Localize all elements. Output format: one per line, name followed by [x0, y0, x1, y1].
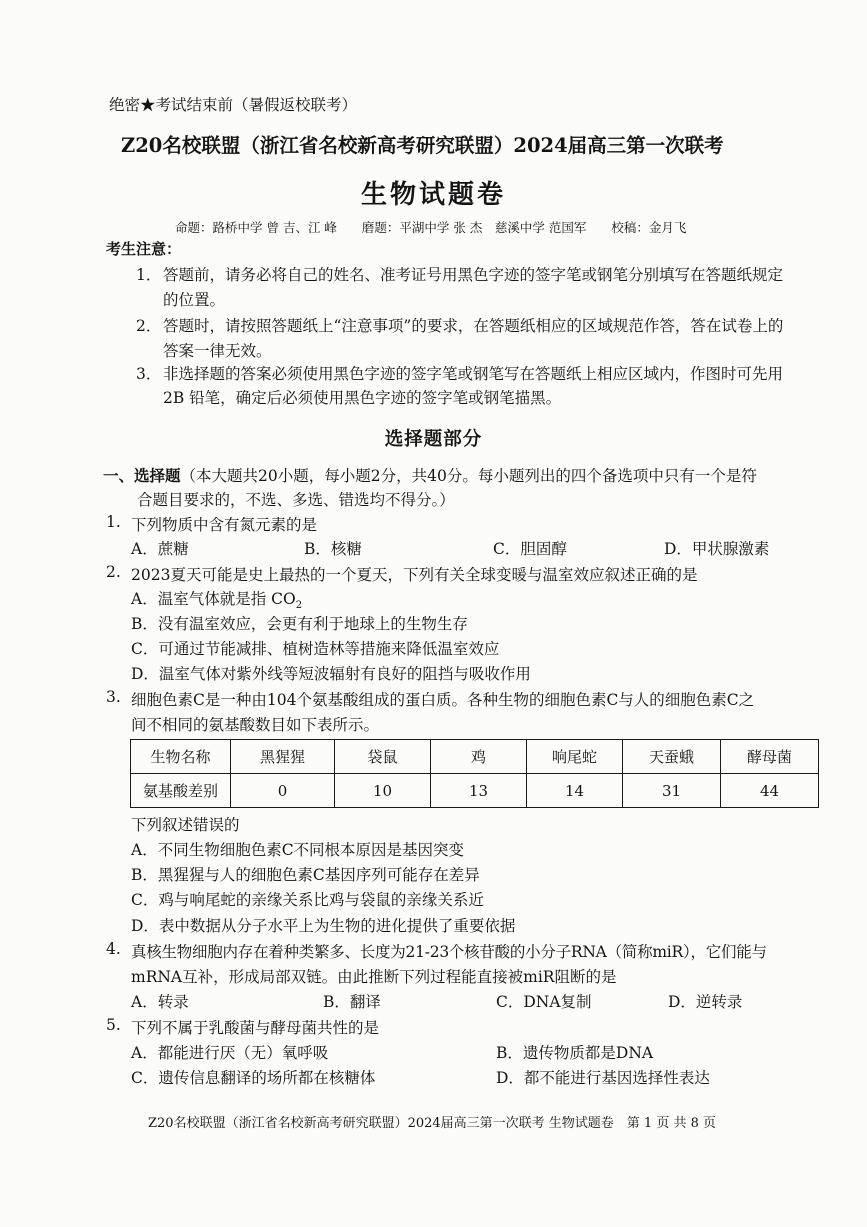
section-description — [103, 464, 757, 486]
q5-option-b: B．遗传物质都是DNA — [496, 1044, 654, 1062]
q4-option-a: A．转录 — [131, 993, 189, 1011]
notice-item-2-num: 2． — [136, 317, 162, 335]
q2-option-b: B．没有温室效应，会更有利于地球上的生物生存 — [131, 615, 468, 633]
notice-item-1-line2: 的位置。 — [163, 291, 226, 309]
q2-option-d: D．温室气体对紫外线等短波辐射有良好的阻挡与吸收作用 — [131, 665, 531, 683]
table-row — [131, 740, 819, 774]
notice-item-3-line1: 非选择题的答案必须使用黑色字迹的签字笔或钢笔写在答题纸上相应区域内，作图时可先用 — [163, 365, 784, 383]
q2-option-a — [131, 587, 302, 611]
q2-option-a-text: A．温室气体就是指 CO — [131, 590, 296, 608]
q5-option-a: A．都能进行厌（无）氧呼吸 — [131, 1044, 329, 1062]
confidential-note: 绝密★考试结束前（暑假返校联考） — [109, 96, 358, 114]
q2-option-c: C．可通过节能减排、植树造林等措施来降低温室效应 — [131, 640, 500, 658]
table-cell: 0 — [231, 774, 335, 808]
notice-item-1-line1: 答题前，请务必将自己的姓名、准考证号用黑色字迹的签字笔或钢笔分别填写在答题纸规定 — [163, 266, 784, 284]
notice-item-3-num: 3． — [136, 365, 162, 383]
q3-number: 3. — [106, 688, 121, 706]
section-desc-line2: 合题目要求的，不选、多选、错选均不得分。） — [137, 491, 455, 509]
notice-item-2-line2: 答案一律无效。 — [163, 342, 272, 360]
notice-item-3-line2: 2B 铅笔，确定后必须使用黑色字迹的签字笔或钢笔描黑。 — [163, 389, 562, 407]
q1-stem: 下列物质中含有氮元素的是 — [131, 516, 318, 534]
table-cell: 10 — [335, 774, 431, 808]
table-cell: 31 — [623, 774, 721, 808]
table-cell: 黑猩猩 — [231, 740, 335, 774]
q2-number: 2. — [106, 563, 121, 581]
q4-stem-line2: mRNA互补，形成局部双链。由此推断下列过程能直接被miR阻断的是 — [131, 968, 617, 986]
q5-option-c: C．遗传信息翻译的场所都在核糖体 — [131, 1069, 376, 1087]
table-cell: 44 — [721, 774, 819, 808]
section-title: 选择题部分 — [384, 429, 483, 450]
page-footer: Z20名校联盟（浙江省名校新高考研究联盟）2024届高三第一次联考 生物试题卷 第 1 页 共 8 页 — [148, 1116, 716, 1131]
table-cell: 14 — [527, 774, 623, 808]
q1-option-b: B．核糖 — [304, 540, 362, 558]
q3-data-table — [130, 739, 819, 808]
q3-option-c: C．鸡与响尾蛇的亲缘关系比鸡与袋鼠的亲缘关系近 — [131, 891, 484, 909]
q4-option-b: B．翻译 — [323, 993, 381, 1011]
q1-number: 1. — [106, 513, 121, 531]
q4-option-c: C．DNA复制 — [496, 993, 592, 1011]
notice-item-1-num: 1． — [136, 266, 162, 284]
table-cell: 响尾蛇 — [527, 740, 623, 774]
notice-heading: 考生注意： — [106, 240, 182, 258]
q3-stem-line2: 间不相同的氨基酸数目如下表所示。 — [131, 716, 380, 734]
q4-stem-line1: 真核生物细胞内存在着种类繁多、长度为21-23个核苷酸的小分子RNA（简称miR），它们能与 — [131, 943, 767, 961]
q5-stem: 下列不属于乳酸菌与酵母菌共性的是 — [131, 1019, 380, 1037]
table-cell: 氨基酸差别 — [131, 774, 231, 808]
exam-title: Z20名校联盟（浙江省名校新高考研究联盟）2024届高三第一次联考 — [121, 134, 724, 157]
paper-credits: 命题：路桥中学 曾 吉、江 峰 磨题：平湖中学 张 杰 慈溪中学 范国军 校稿：金月飞 — [175, 220, 687, 235]
q2-option-a-subscript: 2 — [295, 600, 303, 612]
q3-option-d: D．表中数据从分子水平上为生物的进化提供了重要依据 — [131, 917, 516, 935]
section-label: 一、选择题 — [103, 466, 181, 485]
q4-option-d: D．逆转录 — [668, 993, 743, 1011]
table-cell: 天蚕蛾 — [623, 740, 721, 774]
section-desc-line1: （本大题共20小题，每小题2分，共40分。每小题列出的四个备选项中只有一个是符 — [180, 467, 757, 485]
table-cell: 鸡 — [431, 740, 527, 774]
q3-stem-line1: 细胞色素C是一种由104个氨基酸组成的蛋白质。各种生物的细胞色素C与人的细胞色素C之 — [131, 691, 755, 709]
q1-option-c: C．胆固醇 — [493, 540, 567, 558]
table-cell: 生物名称 — [131, 740, 231, 774]
q3-option-b: B．黑猩猩与人的细胞色素C基因序列可能存在差异 — [131, 866, 480, 884]
table-cell: 袋鼠 — [335, 740, 431, 774]
q1-option-d: D．甲状腺激素 — [664, 540, 770, 558]
q5-number: 5. — [106, 1016, 121, 1034]
paper-subtitle: 生物试题卷 — [360, 180, 506, 210]
table-cell: 13 — [431, 774, 527, 808]
q4-number: 4. — [106, 940, 121, 958]
q3-option-a: A．不同生物细胞色素C不同根本原因是基因突变 — [131, 841, 465, 859]
q5-option-d: D．都不能进行基因选择性表达 — [496, 1069, 710, 1087]
table-cell: 酵母菌 — [721, 740, 819, 774]
q2-stem: 2023夏天可能是史上最热的一个夏天，下列有关全球变暖与温室效应叙述正确的是 — [131, 566, 698, 584]
table-row — [131, 774, 819, 808]
q1-option-a: A．蔗糖 — [131, 540, 189, 558]
notice-item-2-line1: 答题时，请按照答题纸上“注意事项”的要求，在答题纸相应的区域规范作答，答在试卷上的 — [163, 317, 784, 335]
q3-lead: 下列叙述错误的 — [131, 816, 240, 834]
